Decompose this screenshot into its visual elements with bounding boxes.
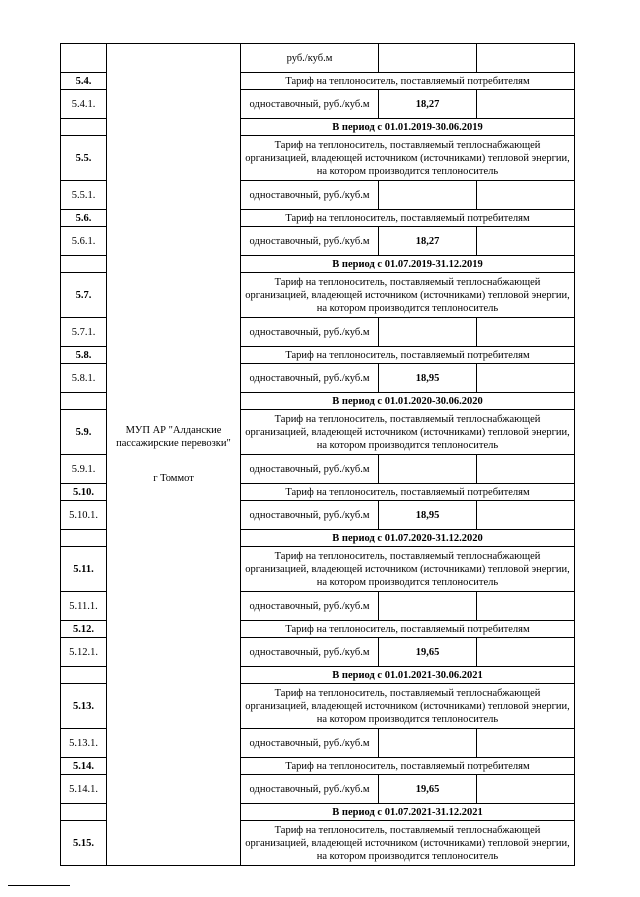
row-number: 5.13. xyxy=(61,684,107,729)
tariff-value xyxy=(379,592,477,621)
row-number xyxy=(61,44,107,73)
empty-cell xyxy=(477,90,575,119)
tariff-heading: Тариф на теплоноситель, поставляемый потребителям xyxy=(241,484,575,501)
row-number: 5.14. xyxy=(61,758,107,775)
rate-unit: одноставочный, руб./куб.м xyxy=(241,455,379,484)
empty-cell xyxy=(477,455,575,484)
tariff-heading: Тариф на теплоноситель, поставляемый потребителям xyxy=(241,621,575,638)
rate-unit: одноставочный, руб./куб.м xyxy=(241,638,379,667)
row-number: 5.10. xyxy=(61,484,107,501)
tariff-heading: Тариф на теплоноситель, поставляемый теплоснабжающей организацией, владеющей источником (источниками) тепловой энергии, на котором производится теплоноситель xyxy=(241,273,575,318)
empty-cell xyxy=(477,227,575,256)
row-number: 5.15. xyxy=(61,821,107,866)
empty-cell xyxy=(477,44,575,73)
tariff-value xyxy=(379,318,477,347)
row-number: 5.7. xyxy=(61,273,107,318)
tariff-value: 18,95 xyxy=(379,501,477,530)
row-number: 5.9. xyxy=(61,410,107,455)
period-heading: В период с 01.07.2019-31.12.2019 xyxy=(241,256,575,273)
tariff-heading: Тариф на теплоноситель, поставляемый потребителям xyxy=(241,758,575,775)
rate-unit: одноставочный, руб./куб.м xyxy=(241,227,379,256)
empty-cell xyxy=(477,318,575,347)
tariff-value: 19,65 xyxy=(379,638,477,667)
table-row-param xyxy=(61,44,575,73)
organization-cell xyxy=(107,44,241,866)
tariff-value xyxy=(379,44,477,73)
row-number: 5.10.1. xyxy=(61,501,107,530)
empty-cell xyxy=(477,729,575,758)
tariff-heading: Тариф на теплоноситель, поставляемый потребителям xyxy=(241,347,575,364)
row-number: 5.9.1. xyxy=(61,455,107,484)
tariff-value: 18,27 xyxy=(379,90,477,119)
empty-cell xyxy=(477,638,575,667)
empty-cell xyxy=(477,364,575,393)
tariff-heading: Тариф на теплоноситель, поставляемый теплоснабжающей организацией, владеющей источником (источниками) тепловой энергии, на котором производится теплоноситель xyxy=(241,136,575,181)
tariff-value: 18,95 xyxy=(379,364,477,393)
rate-unit: одноставочный, руб./куб.м xyxy=(241,318,379,347)
tariff-heading: Тариф на теплоноситель, поставляемый теплоснабжающей организацией, владеющей источником (источниками) тепловой энергии, на котором производится теплоноситель xyxy=(241,547,575,592)
row-number xyxy=(61,804,107,821)
row-number: 5.12. xyxy=(61,621,107,638)
row-number: 5.6.1. xyxy=(61,227,107,256)
tariff-table xyxy=(60,43,575,866)
tariff-value xyxy=(379,455,477,484)
rate-unit: одноставочный, руб./куб.м xyxy=(241,501,379,530)
rate-unit: одноставочный, руб./куб.м xyxy=(241,181,379,210)
organization-name: МУП АР "Алданские пассажирские перевозки" xyxy=(116,425,231,449)
tariff-heading: Тариф на теплоноситель, поставляемый теплоснабжающей организацией, владеющей источником (источниками) тепловой энергии, на котором производится теплоноситель xyxy=(241,410,575,455)
row-number xyxy=(61,667,107,684)
row-number: 5.5. xyxy=(61,136,107,181)
tariff-heading: Тариф на теплоноситель, поставляемый теплоснабжающей организацией, владеющей источником (источниками) тепловой энергии, на котором производится теплоноситель xyxy=(241,821,575,866)
rate-unit: одноставочный, руб./куб.м xyxy=(241,729,379,758)
row-number: 5.12.1. xyxy=(61,638,107,667)
tariff-heading: Тариф на теплоноситель, поставляемый теплоснабжающей организацией, владеющей источником (источниками) тепловой энергии, на котором производится теплоноситель xyxy=(241,684,575,729)
tariff-value xyxy=(379,181,477,210)
tariff-value: 18,27 xyxy=(379,227,477,256)
row-number: 5.5.1. xyxy=(61,181,107,210)
rate-unit: одноставочный, руб./куб.м xyxy=(241,90,379,119)
rate-unit: одноставочный, руб./куб.м xyxy=(241,364,379,393)
row-number xyxy=(61,393,107,410)
tariff-table-body xyxy=(61,44,575,866)
row-number: 5.13.1. xyxy=(61,729,107,758)
empty-cell xyxy=(477,501,575,530)
row-number xyxy=(61,256,107,273)
row-number: 5.4. xyxy=(61,73,107,90)
period-heading: В период с 01.07.2021-31.12.2021 xyxy=(241,804,575,821)
row-number: 5.11.1. xyxy=(61,592,107,621)
rate-unit: одноставочный, руб./куб.м xyxy=(241,592,379,621)
period-heading: В период с 01.01.2020-30.06.2020 xyxy=(241,393,575,410)
footnote-rule xyxy=(8,885,70,886)
row-number: 5.7.1. xyxy=(61,318,107,347)
tariff-heading: Тариф на теплоноситель, поставляемый потребителям xyxy=(241,210,575,227)
organization-city: г Томмот xyxy=(153,473,194,484)
rate-unit: одноставочный, руб./куб.м xyxy=(241,775,379,804)
row-number: 5.14.1. xyxy=(61,775,107,804)
empty-cell xyxy=(477,592,575,621)
rate-unit: руб./куб.м xyxy=(241,44,379,73)
row-number xyxy=(61,119,107,136)
tariff-heading: Тариф на теплоноситель, поставляемый потребителям xyxy=(241,73,575,90)
row-number xyxy=(61,530,107,547)
tariff-value xyxy=(379,729,477,758)
row-number: 5.11. xyxy=(61,547,107,592)
row-number: 5.6. xyxy=(61,210,107,227)
period-heading: В период с 01.07.2020-31.12.2020 xyxy=(241,530,575,547)
row-number: 5.4.1. xyxy=(61,90,107,119)
tariff-value: 19,65 xyxy=(379,775,477,804)
row-number: 5.8.1. xyxy=(61,364,107,393)
row-number: 5.8. xyxy=(61,347,107,364)
empty-cell xyxy=(477,181,575,210)
period-heading: В период с 01.01.2021-30.06.2021 xyxy=(241,667,575,684)
empty-cell xyxy=(477,775,575,804)
period-heading: В период с 01.01.2019-30.06.2019 xyxy=(241,119,575,136)
